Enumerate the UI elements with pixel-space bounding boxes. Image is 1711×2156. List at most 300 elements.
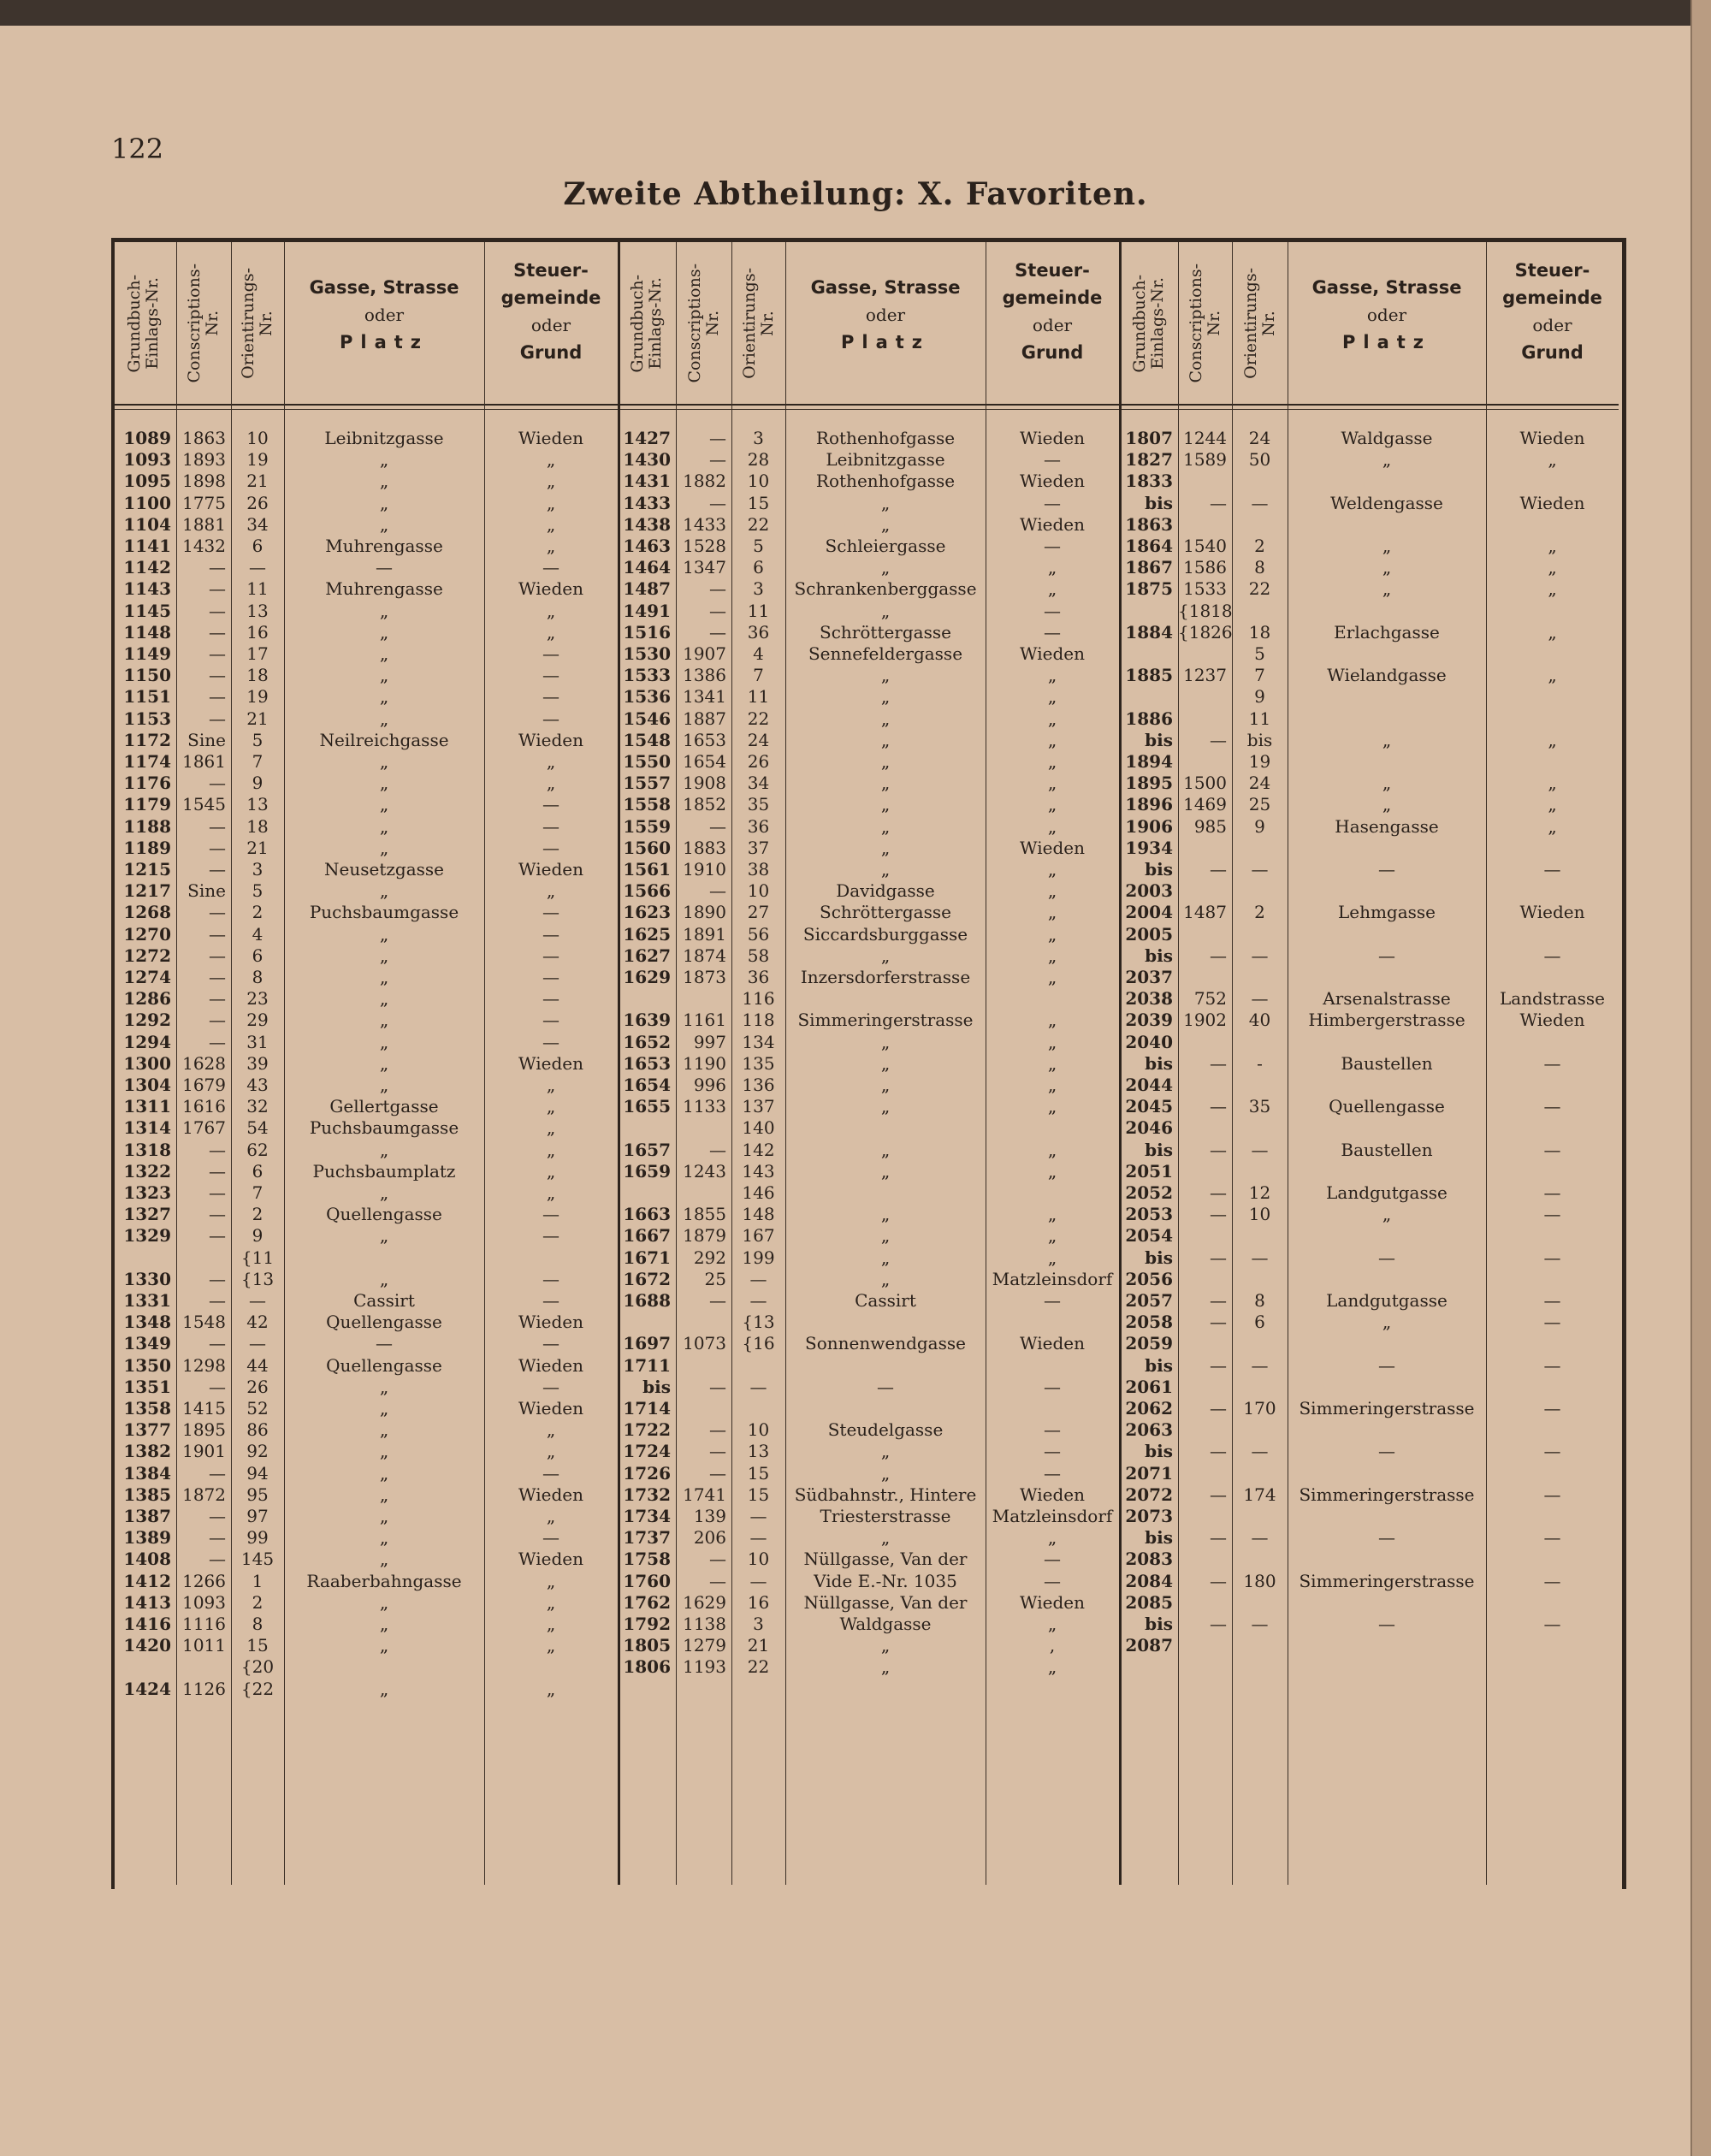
orientirung-cell: 23 (246, 988, 269, 1010)
grundbuch-cell: 2051 (1125, 1160, 1173, 1182)
street-cell: „ (379, 967, 389, 987)
street-header-line3: Platz (840, 332, 931, 352)
grundbuch-cell: 1300 (123, 1052, 171, 1074)
conscription-cell: 1861 (182, 751, 226, 772)
conscription-cell: — (209, 923, 226, 945)
orientirung-cell: 13 (246, 600, 269, 621)
street-cell: „ (880, 492, 891, 513)
grundbuch-cell: 1548 (623, 729, 671, 750)
grundbuch-cell: 1416 (123, 1614, 171, 1634)
street-cell: „ (880, 1204, 891, 1225)
street-cell: „ (379, 1591, 389, 1613)
tax-district-cell: — (542, 837, 559, 858)
tax-district-cell: — (1543, 1484, 1561, 1505)
grundbuch-cell: 1093 (123, 449, 171, 471)
tax-district-cell: „ (1047, 1010, 1057, 1031)
conscription-cell: — (209, 1376, 226, 1397)
orientirung-cell: 10 (747, 880, 770, 902)
tax-district-cell: „ (1548, 773, 1557, 794)
street-cell: „ (379, 794, 389, 815)
orientirung-cell: 24 (747, 729, 770, 750)
orientirung-cell: 2 (1254, 536, 1265, 556)
grundbuch-cell: 1906 (1125, 815, 1173, 837)
conscription-cell: 996 (693, 1075, 726, 1095)
grundbuch-cell: 2039 (1125, 1010, 1173, 1031)
orientirung-cell: 4 (252, 923, 263, 945)
orientirung-cell: 32 (246, 1096, 269, 1117)
orientirung-cell: 15 (747, 1462, 770, 1484)
tax-district-cell: — (542, 1010, 559, 1031)
street-cell: Leibnitzgasse (826, 449, 945, 471)
tax-district-cell: „ (546, 621, 556, 643)
tax-district-cell: — (1044, 1441, 1061, 1462)
street-cell: „ (880, 1225, 891, 1247)
street-header-line1: Gasse, Strasse (1311, 277, 1462, 298)
orientirung-cell: 142 (742, 1139, 775, 1160)
conscription-cell: — (209, 837, 226, 858)
orientirung-cell: 13 (246, 794, 269, 815)
grundbuch-cell: 1688 (623, 1290, 671, 1311)
orientirung-cell: 36 (747, 621, 770, 643)
conscription-cell: 1893 (182, 449, 226, 471)
tax-district-cell: — (542, 1204, 559, 1225)
street-cell: „ (379, 815, 389, 837)
street-cell: Landgutgasse (1326, 1290, 1448, 1311)
orientirung-cell: 135 (742, 1052, 775, 1074)
conscription-cell: — (209, 1462, 226, 1484)
orientirung-cell: 11 (1248, 708, 1271, 729)
grundbuch-cell: 1806 (623, 1656, 671, 1678)
conscription-cell: 25 (704, 1268, 726, 1289)
grundbuch-cell: 1758 (623, 1549, 671, 1570)
conscription-cell: — (709, 1570, 726, 1591)
grundbuch-cell: 1153 (123, 708, 171, 729)
grundbuch-cell: 1387 (123, 1506, 171, 1526)
orientirung-cell: — (749, 1527, 767, 1549)
street-cell: „ (880, 1139, 891, 1160)
conscription-header (676, 248, 731, 399)
tax-district-cell: — (1044, 1549, 1061, 1570)
conscription-cell: — (709, 880, 726, 902)
page-number: 122 (111, 133, 164, 165)
orientirung-cell: 118 (742, 1010, 775, 1031)
street-cell: — (1378, 1247, 1395, 1268)
street-cell: — (1378, 1527, 1395, 1549)
orientirung-cell: 42 (246, 1312, 269, 1333)
orientirung-cell: 38 (747, 859, 770, 880)
conscription-cell: 1890 (683, 902, 726, 923)
conscription-cell: 1872 (182, 1484, 226, 1505)
grundbuch-cell: bis (642, 1376, 671, 1397)
conscription-cell: Sine (187, 880, 226, 902)
orientirung-cell: — (249, 1333, 266, 1354)
conscription-cell: — (209, 600, 226, 621)
conscription-cell: — (1210, 1527, 1227, 1549)
grundbuch-cell: 1350 (123, 1354, 171, 1376)
grundbuch-cell: 1286 (123, 988, 171, 1010)
tax-district-cell: Wieden (1020, 428, 1085, 448)
grundbuch-cell: 1217 (123, 880, 171, 902)
tax-district-cell: — (1543, 1290, 1561, 1311)
orientirung-cell: {13 (240, 1268, 275, 1289)
tax-district-cell: — (542, 1225, 559, 1247)
grundbuch-cell: 1653 (623, 1052, 671, 1074)
grundbuch-cell: 1274 (123, 967, 171, 987)
orientirung-cell: 44 (246, 1354, 269, 1376)
conscription-cell: 1616 (182, 1096, 226, 1117)
conscription-cell: — (1210, 1354, 1227, 1376)
conscription-header-text: Conscriptions- Nr. (1186, 264, 1223, 383)
grundbuch-cell: 1657 (623, 1139, 671, 1160)
conscription-cell: — (709, 492, 726, 513)
conscription-cell: — (709, 1419, 726, 1441)
street-cell: Erlachgasse (1334, 621, 1440, 643)
tax-district-cell: — (1543, 1182, 1561, 1203)
tax-district-cell: „ (1047, 967, 1057, 987)
orientirung-cell: 37 (747, 837, 770, 858)
grundbuch-cell: 1760 (623, 1570, 671, 1591)
street-cell: „ (1382, 449, 1392, 471)
tax-header-line2: gemeinde (500, 287, 601, 308)
grundbuch-cell: 1672 (623, 1268, 671, 1289)
grundbuch-cell: 1142 (123, 557, 171, 578)
street-cell: Gellertgasse (329, 1096, 439, 1117)
grundbuch-cell: 1875 (1125, 578, 1173, 600)
conscription-cell: — (209, 945, 226, 966)
grundbuch-cell: 1270 (123, 923, 171, 945)
conscription-cell: 1902 (1183, 1010, 1227, 1031)
grundbuch-cell: 1427 (623, 428, 671, 448)
orientirung-cell: 9 (252, 773, 263, 794)
orientirung-cell: 10 (246, 428, 269, 448)
orientirung-cell: 134 (742, 1031, 775, 1052)
street-cell: „ (379, 643, 389, 664)
tax-district-cell: „ (546, 1117, 556, 1139)
grundbuch-cell: 1331 (123, 1290, 171, 1311)
conscription-cell: — (1210, 1052, 1227, 1074)
orientirung-cell: 21 (246, 708, 269, 729)
grundbuch-cell: 2071 (1125, 1462, 1173, 1484)
orientirung-cell: 167 (742, 1225, 775, 1247)
orientirung-cell: 19 (246, 686, 269, 708)
street-cell: „ (880, 1075, 891, 1095)
grundbuch-cell: bis (1145, 1052, 1173, 1074)
grundbuch-cell: 1559 (623, 815, 671, 837)
street-cell: „ (379, 1419, 389, 1441)
grundbuch-cell: 2087 (1125, 1635, 1173, 1656)
tax-district-cell: — (1543, 1398, 1561, 1419)
grundbuch-cell: 2059 (1125, 1333, 1173, 1354)
tax-district-cell: „ (1548, 815, 1557, 837)
grundbuch-cell: 1663 (623, 1204, 671, 1225)
conscription-cell: 1386 (683, 665, 726, 686)
orientirung-cell: 22 (1248, 578, 1271, 600)
orientirung-cell: 5 (252, 729, 263, 750)
street-cell: Muhrengasse (325, 536, 443, 556)
street-cell: „ (379, 1268, 389, 1289)
street-cell: Nüllgasse, Van der (803, 1549, 968, 1570)
tax-header-line2: gemeinde (1502, 287, 1602, 308)
grundbuch-cell: 1424 (123, 1678, 171, 1699)
orientirung-cell: 18 (1248, 621, 1271, 643)
conscription-cell: 1654 (683, 751, 726, 772)
orientirung-cell: 35 (1248, 1096, 1271, 1117)
street-cell: „ (379, 1182, 389, 1203)
conscription-cell: 206 (693, 1527, 726, 1549)
conscription-cell: — (1210, 1096, 1227, 1117)
conscription-cell: — (1210, 729, 1227, 750)
conscription-cell: — (709, 600, 726, 621)
tax-district-cell: „ (1047, 1247, 1057, 1268)
tax-district-cell: — (542, 923, 559, 945)
tax-district-cell: „ (546, 880, 556, 902)
street-cell: „ (880, 794, 891, 815)
grundbuch-cell: 1714 (623, 1398, 671, 1419)
tax-header-line4: Grund (1521, 342, 1584, 363)
tax-district-cell: „ (1047, 859, 1057, 880)
orientirung-cell: 50 (1248, 449, 1271, 471)
conscription-cell: 985 (1193, 815, 1227, 837)
tax-district-cell: „ (1047, 1527, 1057, 1549)
grundbuch-cell: 1667 (623, 1225, 671, 1247)
conscription-cell: 1193 (683, 1656, 726, 1678)
conscription-cell: — (1210, 1614, 1227, 1634)
street-cell: „ (379, 1139, 389, 1160)
orientirung-cell: 19 (246, 449, 269, 471)
street-cell: Nüllgasse, Van der (803, 1591, 968, 1613)
orientirung-cell: 34 (747, 773, 770, 794)
grundbuch-cell: 1697 (623, 1333, 671, 1354)
conscription-cell: — (1210, 1570, 1227, 1591)
grundbuch-cell: 2054 (1125, 1225, 1173, 1247)
street-cell: „ (379, 708, 389, 729)
conscription-cell: 1629 (683, 1591, 726, 1613)
page-right-edge (1690, 0, 1711, 2156)
orientirung-cell: 52 (246, 1398, 269, 1419)
street-cell: „ (880, 773, 891, 794)
conscription-cell: — (209, 859, 226, 880)
conscription-cell: 1653 (683, 729, 726, 750)
tax-district-cell: — (542, 945, 559, 966)
grundbuch-cell: 1150 (123, 665, 171, 686)
street-cell: Inzersdorferstrasse (800, 967, 971, 987)
grundbuch-cell: 1145 (123, 600, 171, 621)
street-cell: Triesterstrasse (820, 1506, 951, 1526)
grundbuch-header-text: Grundbuch- Einlags-Nr. (628, 274, 665, 373)
tax-district-cell: „ (546, 1441, 556, 1462)
street-cell: „ (379, 1075, 389, 1095)
grundbuch-cell: 1654 (623, 1075, 671, 1095)
conscription-cell: 1528 (683, 536, 726, 556)
street-cell: Simmeringerstrasse (797, 1010, 974, 1031)
grundbuch-cell: 2046 (1125, 1117, 1173, 1139)
street-cell: „ (379, 837, 389, 858)
grundbuch-cell: 2085 (1125, 1591, 1173, 1613)
grundbuch-cell: 2083 (1125, 1549, 1173, 1570)
conscription-cell: 1133 (683, 1096, 726, 1117)
conscription-cell: — (709, 449, 726, 471)
tax-district-cell: „ (1047, 665, 1057, 686)
conscription-cell: 1116 (182, 1614, 226, 1634)
street-cell: „ (379, 1441, 389, 1462)
orientirung-header (231, 248, 284, 399)
grundbuch-cell: 1864 (1125, 536, 1173, 556)
orientirung-cell: 15 (246, 1635, 269, 1656)
tax-district-cell: Wieden (1020, 1591, 1085, 1613)
tax-district-cell: „ (1047, 1656, 1057, 1678)
conscription-cell: 1415 (182, 1398, 226, 1419)
conscription-cell: 1298 (182, 1354, 226, 1376)
grundbuch-cell: 1894 (1125, 751, 1173, 772)
orientirung-cell: — (1251, 988, 1269, 1010)
tax-district-cell: „ (1047, 729, 1057, 750)
street-cell: — (1378, 945, 1395, 966)
conscription-cell: 1126 (182, 1678, 226, 1699)
orientirung-cell: 146 (742, 1182, 775, 1203)
orientirung-cell: 4 (753, 643, 764, 664)
grundbuch-cell: 1433 (623, 492, 671, 513)
orientirung-cell: 9 (1254, 686, 1265, 708)
grundbuch-cell: 1895 (1125, 773, 1173, 794)
orientirung-cell: 136 (742, 1075, 775, 1095)
street-cell: „ (379, 1010, 389, 1031)
conscription-cell: 1852 (683, 794, 726, 815)
grundbuch-cell: 1351 (123, 1376, 171, 1397)
grundbuch-cell: 1151 (123, 686, 171, 708)
street-cell: „ (1382, 729, 1392, 750)
grundbuch-cell: 2084 (1125, 1570, 1173, 1591)
tax-header-line3: oder (1032, 315, 1073, 335)
street-header-line1: Gasse, Strasse (810, 277, 961, 298)
tax-district-cell: „ (546, 1160, 556, 1182)
conscription-cell: — (709, 428, 726, 448)
page-title: Zweite Abtheilung: X. Favoriten. (563, 176, 1148, 212)
tax-district-cell: — (542, 643, 559, 664)
street-cell: „ (379, 1484, 389, 1505)
grundbuch-cell: 1149 (123, 643, 171, 664)
orientirung-cell: — (1251, 945, 1269, 966)
conscription-cell: — (209, 1182, 226, 1203)
street-cell: Schleiergasse (825, 536, 946, 556)
street-header-line2: oder (364, 305, 405, 325)
grundbuch-cell: 1863 (1125, 513, 1173, 535)
tax-district-cell: „ (546, 449, 556, 471)
grundbuch-cell: 2052 (1125, 1182, 1173, 1203)
tax-district-cell: — (542, 794, 559, 815)
grundbuch-cell: 2003 (1125, 880, 1173, 902)
grundbuch-cell: bis (1145, 492, 1173, 513)
conscription-cell: 1910 (683, 859, 726, 880)
grundbuch-cell: 1382 (123, 1441, 171, 1462)
street-cell: „ (379, 923, 389, 945)
orientirung-cell: 140 (742, 1117, 775, 1139)
tax-district-cell: „ (546, 1075, 556, 1095)
street-cell: „ (379, 665, 389, 686)
tax-district-cell: Wieden (518, 578, 583, 600)
tax-district-cell: Wieden (518, 1549, 583, 1570)
tax-district-cell: Wieden (1519, 492, 1585, 513)
conscription-cell: 1874 (683, 945, 726, 966)
tax-district-cell: Landstrasse (1499, 988, 1606, 1010)
tax-district-cell: Wieden (518, 1484, 583, 1505)
conscription-cell: — (709, 621, 726, 643)
grundbuch-cell: 1188 (123, 815, 171, 837)
orientirung-cell: 16 (747, 1591, 770, 1613)
orientirung-cell: — (249, 557, 266, 578)
street-header (785, 274, 986, 356)
orientirung-cell: 17 (246, 643, 269, 664)
grundbuch-cell: 1732 (623, 1484, 671, 1505)
grundbuch-header (1119, 248, 1178, 399)
grundbuch-cell: 1561 (623, 859, 671, 880)
orientirung-cell: — (1251, 1139, 1269, 1160)
street-cell: „ (379, 1614, 389, 1634)
grundbuch-cell: 1268 (123, 902, 171, 923)
orientirung-header (1232, 248, 1288, 399)
tax-district-cell: — (1543, 859, 1561, 880)
orientirung-cell: 21 (246, 471, 269, 492)
street-cell: „ (1382, 1204, 1392, 1225)
grundbuch-cell: 1550 (623, 751, 671, 772)
orientirung-cell: — (749, 1290, 767, 1311)
orientirung-cell: 16 (246, 621, 269, 643)
orientirung-cell: 2 (252, 1591, 263, 1613)
orientirung-cell: {11 (240, 1247, 275, 1268)
orientirung-cell: — (1251, 1247, 1269, 1268)
grundbuch-cell: 2063 (1125, 1419, 1173, 1441)
grundbuch-cell: 1389 (123, 1527, 171, 1549)
grundbuch-cell: 1412 (123, 1570, 171, 1591)
street-cell: „ (379, 621, 389, 643)
orientirung-cell: 6 (252, 1160, 263, 1182)
tax-district-cell: Wieden (1519, 428, 1585, 448)
conscription-cell: — (1210, 1247, 1227, 1268)
tax-district-cell: — (1044, 449, 1061, 471)
tax-district-cell: „ (1047, 1225, 1057, 1247)
conscription-cell: 1898 (182, 471, 226, 492)
conscription-cell: 1891 (683, 923, 726, 945)
grundbuch-cell: 1885 (1125, 665, 1173, 686)
conscription-cell: {1826 (1178, 621, 1233, 643)
grundbuch-cell: 2053 (1125, 1204, 1173, 1225)
orientirung-cell: 86 (246, 1419, 269, 1441)
conscription-cell: — (209, 1290, 226, 1311)
tax-district-cell: — (542, 902, 559, 923)
street-cell: Steudelgasse (827, 1419, 944, 1441)
tax-header-line3: oder (530, 315, 571, 335)
grundbuch-cell: 1413 (123, 1591, 171, 1613)
grundbuch-cell: bis (1145, 1441, 1173, 1462)
grundbuch-cell: 2062 (1125, 1398, 1173, 1419)
conscription-cell: — (1210, 492, 1227, 513)
orientirung-cell: 3 (753, 1614, 764, 1634)
orientirung-cell: 8 (252, 967, 263, 987)
tax-district-header (484, 257, 618, 366)
orientirung-cell: — (749, 1268, 767, 1289)
grundbuch-cell: 2072 (1125, 1484, 1173, 1505)
grundbuch-cell: 1546 (623, 708, 671, 729)
orientirung-cell: 11 (747, 686, 770, 708)
tax-district-cell: „ (546, 513, 556, 535)
grundbuch-cell: 1566 (623, 880, 671, 902)
street-cell: „ (379, 513, 389, 535)
orientirung-cell: 6 (252, 945, 263, 966)
orientirung-cell: 18 (246, 665, 269, 686)
orientirung-cell: - (1257, 1052, 1263, 1074)
grundbuch-cell: 1174 (123, 751, 171, 772)
header-divider (111, 404, 1619, 406)
tax-header-line4: Grund (519, 342, 583, 363)
